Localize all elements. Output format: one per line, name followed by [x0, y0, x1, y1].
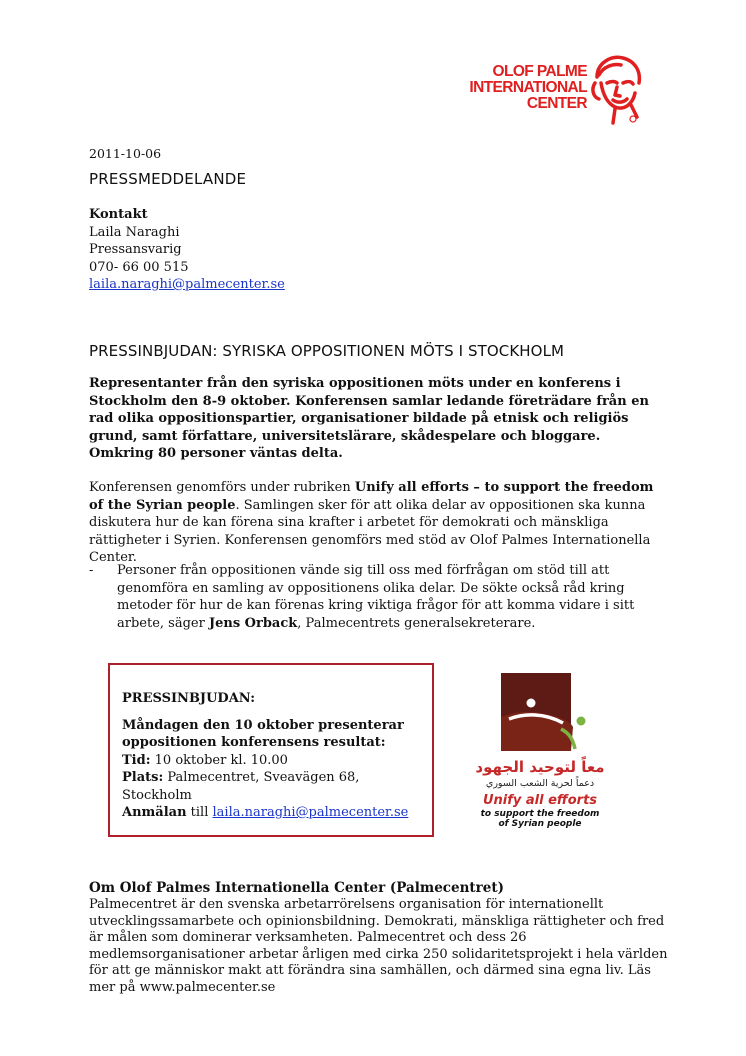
- quote-text-post: , Palmecentrets generalsekreterare.: [297, 615, 536, 631]
- unify-all-efforts-logo: [465, 673, 615, 833]
- olof-palme-portrait-icon: [587, 53, 645, 127]
- invitation-intro: Måndagen den 10 oktober presenterar oppositionen konferensens resultat:: [122, 717, 404, 750]
- signup-email-link[interactable]: laila.naraghi@palmecenter.se: [212, 805, 409, 820]
- body-text-pre: Konferensen genomförs under rubriken: [89, 480, 355, 495]
- about-title: Om Olof Palmes Internationella Center (Palmecentret): [89, 880, 504, 896]
- document-date: 2011-10-06: [89, 146, 162, 161]
- invitation-time: [122, 752, 422, 770]
- quote-paragraph: [117, 562, 662, 632]
- body-text-post: . Samlingen sker för att olika delar av oppositionen ska kunna diskutera hur de kan förena sina krafter i arbetet för demokrati och mänskliga rättigheter i Syrien. Konferensen genomförs med stöd av Olof Palmes Internationella Center.: [89, 497, 651, 565]
- logo-line-1: OLOF PALME: [492, 63, 587, 80]
- contact-block: [89, 206, 285, 294]
- unify-subtitle-1: to support the freedom: [480, 809, 600, 819]
- logo-line-2: INTERNATIONAL: [469, 79, 587, 96]
- contact-phone: 070- 66 00 515: [89, 259, 189, 275]
- quote-speaker: Jens Orback: [208, 615, 298, 631]
- place-value: Palmecentret, Sveavägen 68, Stockholm: [122, 770, 360, 803]
- signup-value: till: [186, 805, 213, 820]
- time-label: Tid:: [122, 752, 151, 768]
- contact-heading: Kontakt: [89, 207, 148, 222]
- invitation-signup: [122, 804, 422, 822]
- invitation-title: PRESSINBJUDAN:: [122, 691, 255, 706]
- invitation-place: [122, 769, 422, 804]
- document-type: PRESSMEDDELANDE: [89, 170, 247, 188]
- quote-dash: -: [89, 563, 94, 578]
- unify-subtitle-2: of Syrian people: [498, 819, 582, 829]
- lead-paragraph: Representanter från den syriska oppositionen möts under en konferens i Stockholm den 8-9 oktober. Konferensen samlar ledande företrädare från en rad olika oppositionspartier, organisationer bildade på etnisk och religiös grund, samt författare, universitetslärare, skådespelare och bloggare. Omkring 80 personer väntas delta.: [89, 376, 649, 461]
- time-value: 10 oktober kl. 10.00: [150, 752, 288, 768]
- logo-line-3: CENTER: [526, 95, 587, 112]
- contact-name: Laila Naraghi: [89, 224, 180, 240]
- quote-text-pre: Personer från oppositionen vände sig till oss med förfrågan om stöd till att genomföra en samling av oppositionens olika delar. De sökte också råd kring metoder för hur de kan förenas kring viktiga frågor för att komma vidare i sitt arbete, säger: [117, 563, 635, 631]
- signup-label: Anmälan: [122, 805, 187, 820]
- contact-role: Pressansvarig: [89, 242, 182, 257]
- about-text: Palmecentret är den svenska arbetarrörelsens organisation för internationellt utvecklingssamarbete och opinionsbildning. Demokrati, mänskliga rättigheter och fred är målen som dominerar verksamheten. Palmecentret och dess 26 medlemsorganisationer arbetar årligen med cirka 250 solidaritetsprojekt i hela världen för att ge människor makt att förändra sina samhällen, och därmed sina egna liv. Läs mer på www.palmecenter.se: [89, 897, 668, 995]
- conference-title: Unify all efforts – to support the freedom of the Syrian people: [89, 480, 654, 513]
- place-label: Plats:: [122, 770, 164, 785]
- arabic-line-2: دعماً لحرية الشعب السوري: [485, 778, 595, 789]
- arabic-line-1: معاً لتوحيد الجهود: [475, 758, 605, 776]
- headline: PRESSINBJUDAN: SYRISKA OPPOSITIONEN MÖTS I STOCKHOLM: [89, 342, 565, 360]
- body-paragraph: [89, 479, 659, 567]
- contact-email-link[interactable]: laila.naraghi@palmecenter.se: [89, 277, 285, 292]
- invitation-content: [122, 690, 422, 822]
- unify-title: Unify all efforts: [482, 793, 598, 808]
- palme-center-logo: [463, 53, 673, 133]
- unify-emblem-icon: [501, 673, 587, 757]
